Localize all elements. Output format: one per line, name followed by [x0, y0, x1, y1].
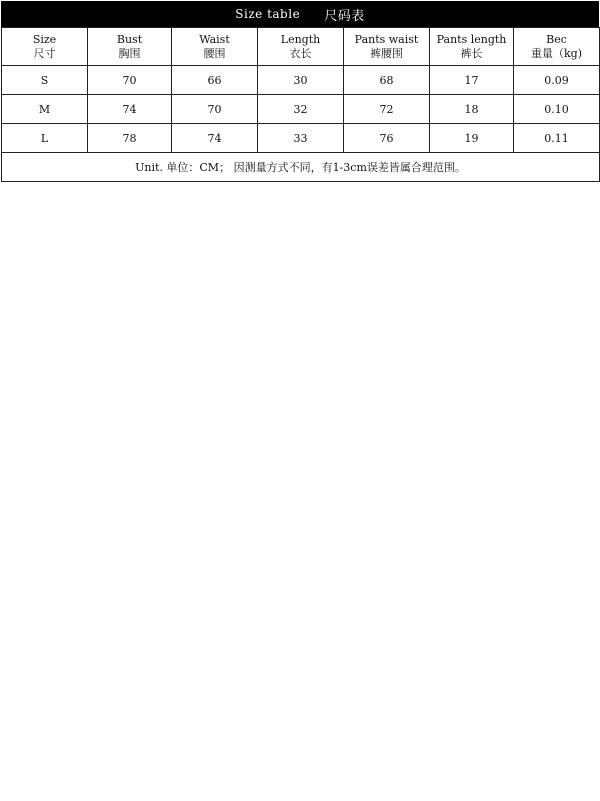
cell-waist: 66 [172, 66, 258, 95]
cell-weight: 0.10 [514, 95, 600, 124]
header-weight [514, 28, 600, 66]
cell-length: 33 [258, 124, 344, 153]
header-waist-en: Waist [199, 32, 230, 46]
cell-size: L [2, 124, 88, 153]
table-row [2, 66, 600, 95]
cell-size: M [2, 95, 88, 124]
cell-pants-length: 19 [430, 124, 514, 153]
header-size-en: Size [32, 32, 57, 46]
header-bust [88, 28, 172, 66]
cell-waist: 74 [172, 124, 258, 153]
cell-size: S [2, 66, 88, 95]
header-pants-waist-cn: 裤腰围 [370, 46, 403, 60]
header-length [258, 28, 344, 66]
table-row [2, 124, 600, 153]
cell-bust: 78 [88, 124, 172, 153]
cell-length: 30 [258, 66, 344, 95]
header-pants-length-en: Pants length [436, 32, 507, 46]
cell-pants-waist: 72 [344, 95, 430, 124]
header-pants-waist [344, 28, 430, 66]
cell-weight: 0.11 [514, 124, 600, 153]
cell-length: 32 [258, 95, 344, 124]
header-bust-en: Bust [116, 32, 143, 46]
header-pants-waist-en: Pants waist [354, 32, 419, 46]
header-pants-length-cn: 裤长 [460, 46, 483, 60]
cell-pants-length: 18 [430, 95, 514, 124]
header-size-cn: 尺寸 [33, 46, 56, 60]
size-table-container [1, 1, 599, 182]
header-pants-length [430, 28, 514, 66]
cell-pants-length: 17 [430, 66, 514, 95]
note-row [2, 153, 600, 182]
cell-pants-waist: 76 [344, 124, 430, 153]
table-row [2, 95, 600, 124]
size-table [1, 27, 600, 182]
cell-waist: 70 [172, 95, 258, 124]
header-waist [172, 28, 258, 66]
table-title-cn: 尺码表 [324, 8, 365, 24]
cell-bust: 70 [88, 66, 172, 95]
table-title-en: Size table [235, 7, 301, 21]
cell-bust: 74 [88, 95, 172, 124]
header-weight-cn: 重量（kg) [531, 46, 582, 60]
header-length-cn: 衣长 [289, 46, 312, 60]
header-size [2, 28, 88, 66]
table-title-bar [1, 1, 599, 27]
measurement-note: Unit. 单位：CM； 因测量方式不同，有1-3cm误差皆属合理范围。 [2, 153, 600, 182]
header-weight-en: Bec [546, 32, 567, 46]
cell-pants-waist: 68 [344, 66, 430, 95]
header-waist-cn: 腰围 [203, 46, 226, 60]
cell-weight: 0.09 [514, 66, 600, 95]
header-bust-cn: 胸围 [118, 46, 141, 60]
header-length-en: Length [280, 32, 321, 46]
header-row [2, 28, 600, 66]
